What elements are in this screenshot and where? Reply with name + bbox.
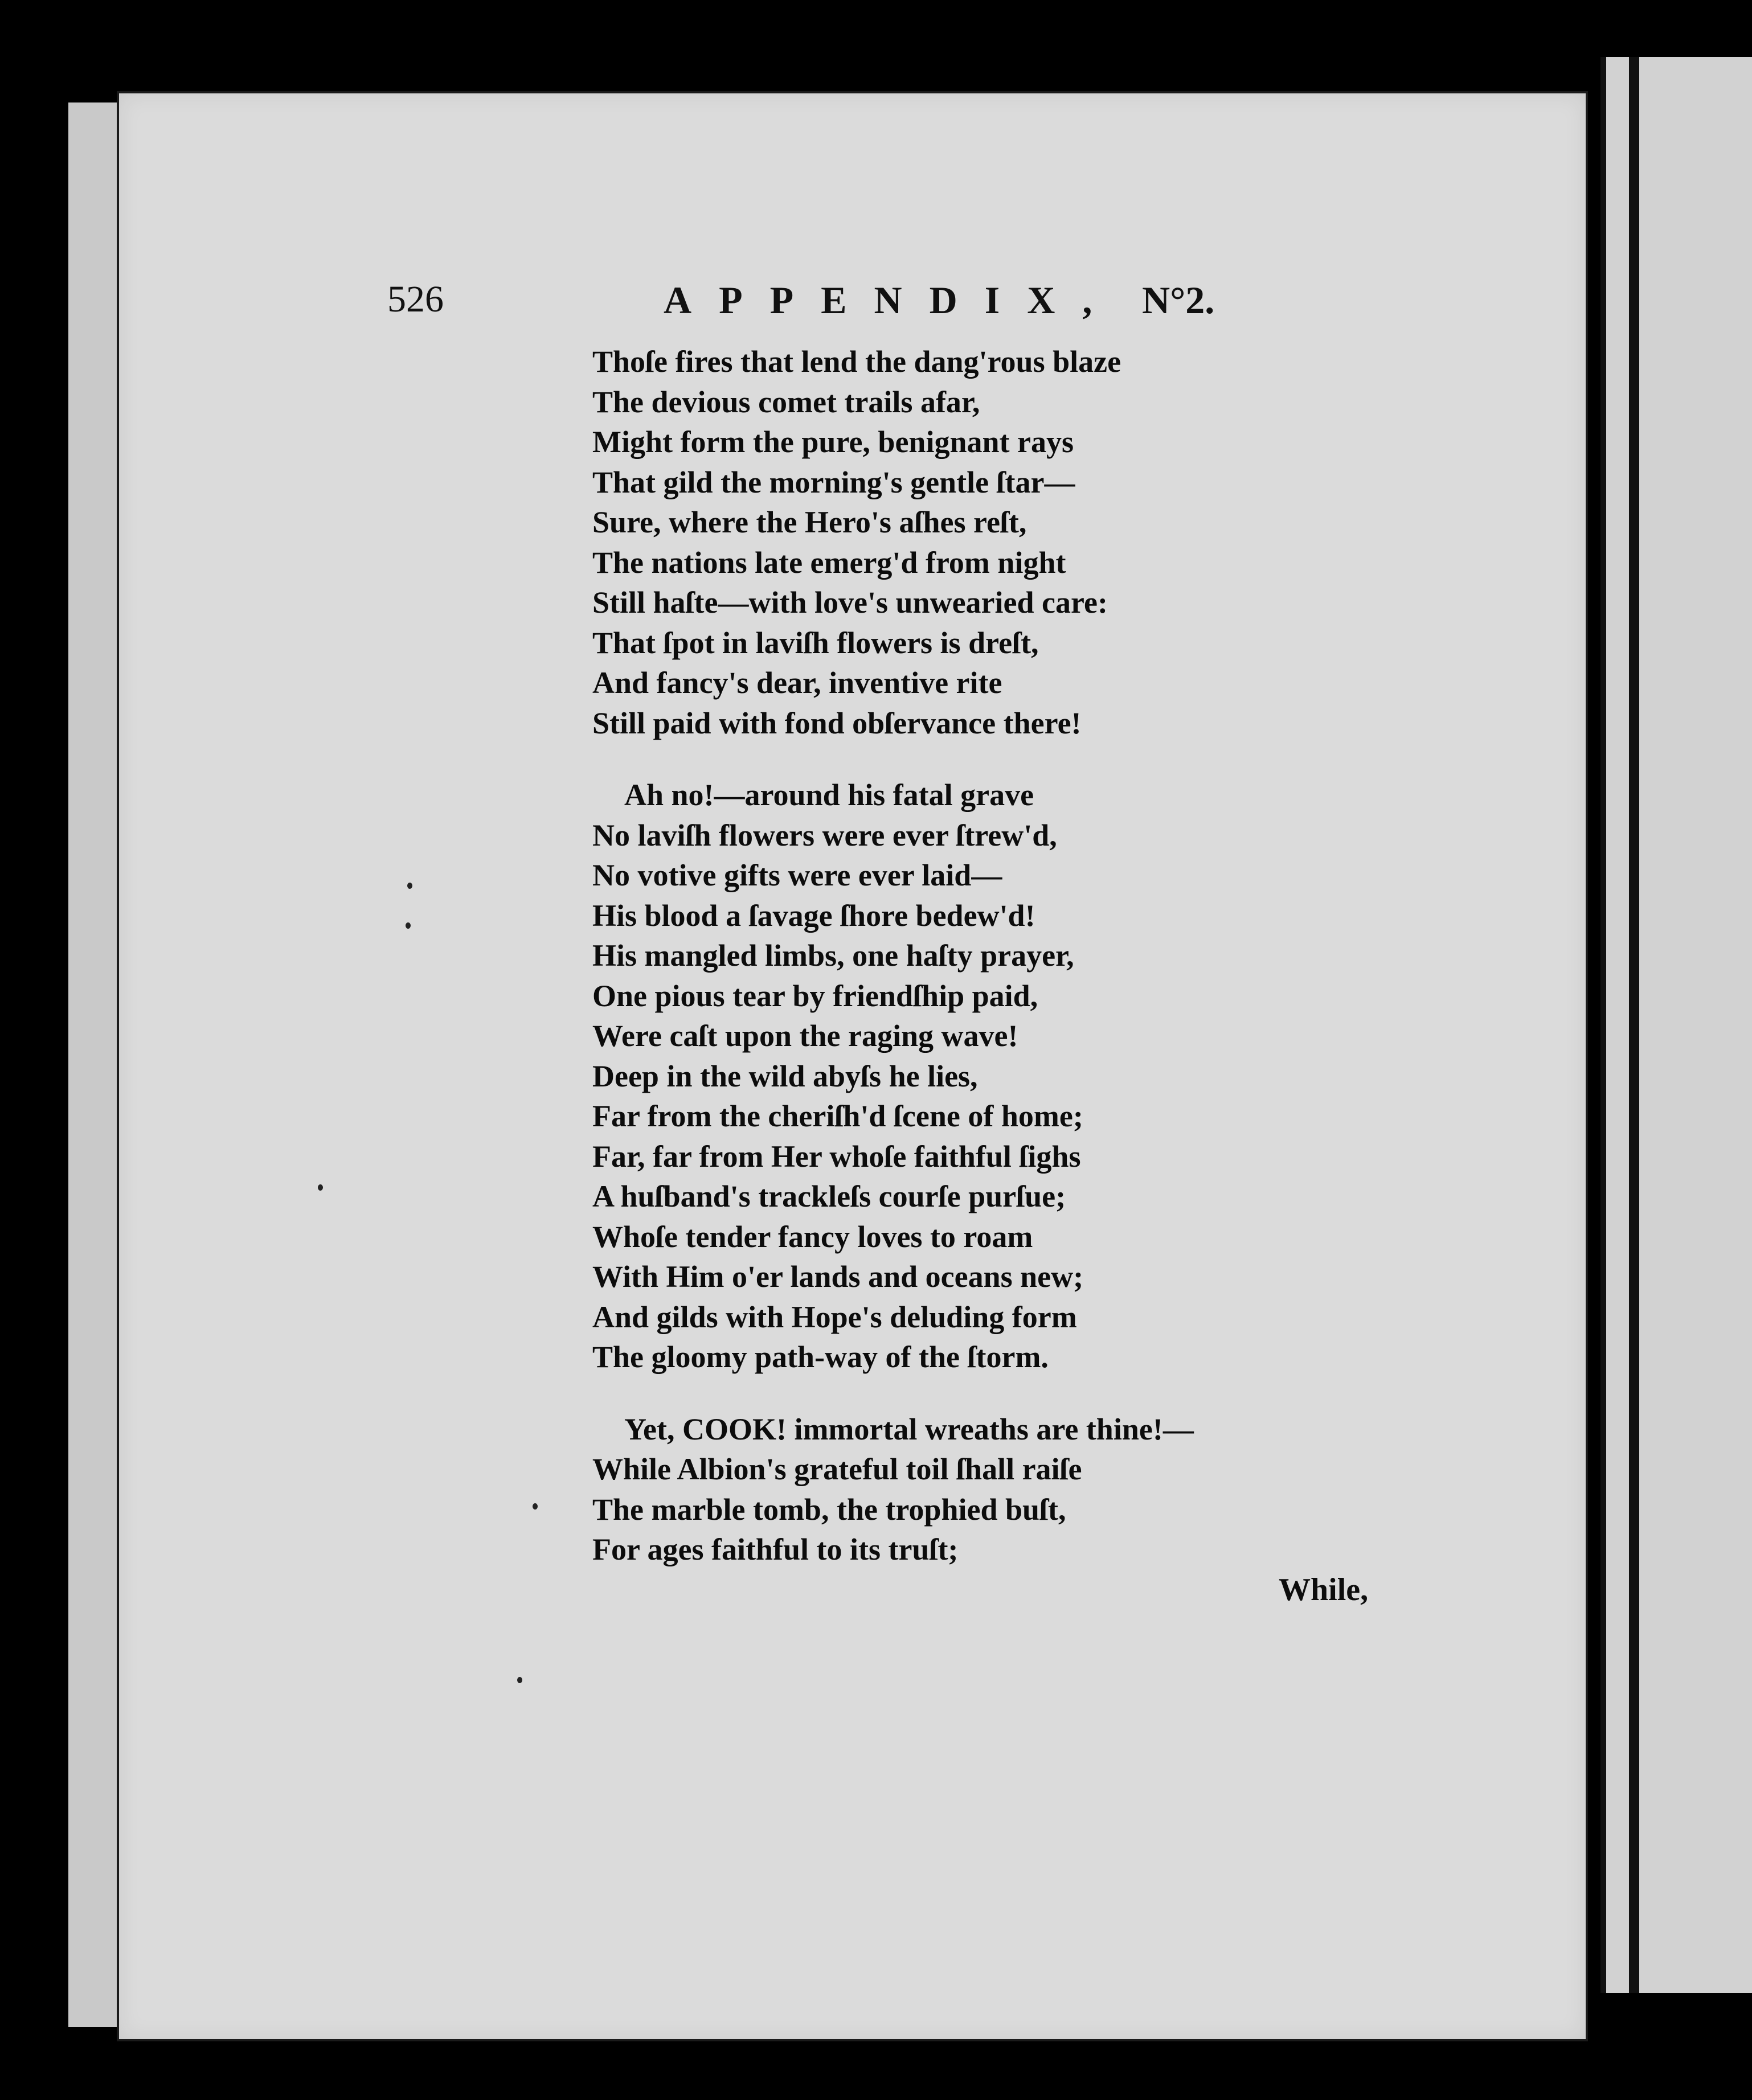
page-number: 526 bbox=[387, 278, 444, 320]
verse-line: And fancy's dear, inventive rite bbox=[592, 666, 1002, 700]
verse-line: For ages faithful to its truſt; bbox=[592, 1532, 959, 1566]
verse-line: A huſband's trackleſs courſe purſue; bbox=[592, 1179, 1066, 1213]
verse-line: That ſpot in laviſh flowers is dreſt, bbox=[592, 625, 1039, 660]
ink-speck bbox=[406, 922, 411, 929]
verse-line: Ah no!—around his fatal grave bbox=[624, 778, 1034, 812]
verse-line: With Him o'er lands and oceans new; bbox=[592, 1260, 1084, 1294]
verse-line: While Albion's grateful toil ſhall raiſe bbox=[592, 1452, 1082, 1486]
appendix-number: N°2. bbox=[1142, 278, 1215, 322]
running-head bbox=[0, 278, 1752, 329]
stanza bbox=[592, 342, 1276, 743]
verse-line: Far, far from Her whoſe faithful ſighs bbox=[592, 1139, 1081, 1174]
verse-line: Might form the pure, benignant rays bbox=[592, 425, 1074, 459]
stanza-break bbox=[592, 743, 1276, 775]
verse-line: Far from the cheriſh'd ſcene of home; bbox=[592, 1099, 1083, 1133]
page-gutter-shadow bbox=[1629, 57, 1639, 1993]
stanza bbox=[592, 1409, 1276, 1570]
stanza-break bbox=[592, 1377, 1276, 1409]
ink-speck bbox=[318, 1184, 323, 1191]
facing-page-edge bbox=[1600, 57, 1752, 1993]
verse-line: Still paid with fond obſervance there! bbox=[592, 706, 1082, 740]
verse-line: Still haſte—with love's unwearied care: bbox=[592, 585, 1108, 620]
verse-line: And gilds with Hope's deluding form bbox=[592, 1299, 1077, 1334]
verse-line: Deep in the wild abyſs he lies, bbox=[592, 1059, 978, 1093]
verse-line: That gild the morning's gentle ſtar— bbox=[592, 465, 1075, 499]
ink-speck bbox=[533, 1503, 538, 1510]
verse-line: No votive gifts were ever laid— bbox=[592, 858, 1002, 892]
verse-line: Sure, where the Hero's aſhes reſt, bbox=[592, 505, 1027, 539]
verse-line: His mangled limbs, one haſty prayer, bbox=[592, 938, 1074, 973]
verse-line: The marble tomb, the trophied buſt, bbox=[592, 1492, 1066, 1527]
verse-line: One pious tear by friendſhip paid, bbox=[592, 978, 1038, 1013]
stanza bbox=[592, 775, 1276, 1377]
verse-line: No laviſh flowers were ever ſtrew'd, bbox=[592, 818, 1057, 852]
verse-line: Whoſe tender fancy loves to roam bbox=[592, 1219, 1033, 1254]
verse-line: Were caſt upon the raging wave! bbox=[592, 1019, 1018, 1053]
verse-line: Thoſe fires that lend the dang'rous blaze bbox=[592, 344, 1121, 379]
book-left-edge bbox=[68, 102, 120, 2027]
verse-line: The devious comet trails afar, bbox=[592, 384, 980, 419]
ink-speck bbox=[517, 1677, 522, 1683]
poem-text bbox=[592, 342, 1276, 1570]
section-title: APPENDIX, bbox=[664, 278, 1120, 322]
verse-line: Yet, COOK! immortal wreaths are thine!— bbox=[624, 1412, 1194, 1446]
catchword: While, bbox=[1279, 1572, 1369, 1607]
ink-speck bbox=[407, 883, 412, 889]
verse-line: His blood a ſavage ſhore bedew'd! bbox=[592, 898, 1035, 933]
verse-line: The nations late emerg'd from night bbox=[592, 545, 1066, 580]
verse-line: The gloomy path-way of the ſtorm. bbox=[592, 1340, 1049, 1374]
